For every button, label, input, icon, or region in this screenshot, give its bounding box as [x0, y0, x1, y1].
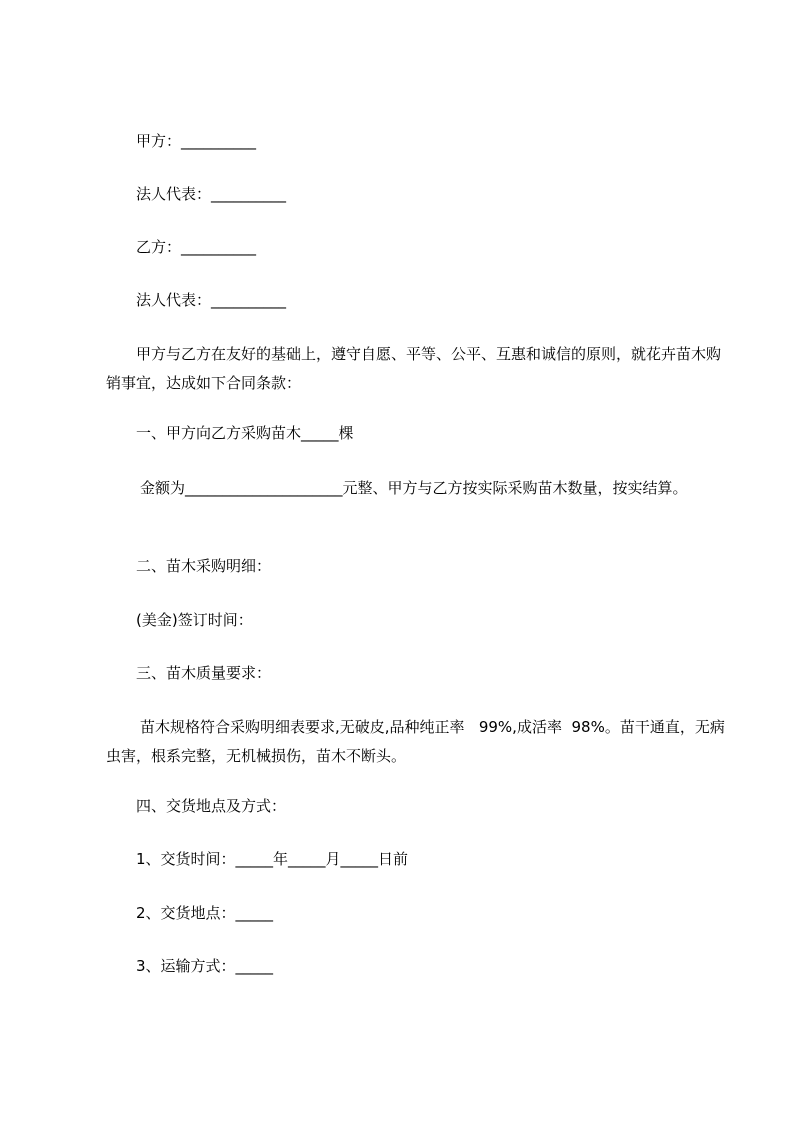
party-b-representative-line: 法人代表：__________ [136, 291, 287, 309]
clause-1-amount-paragraph: 金额为_____________________元整、甲方与乙方按实际采购苗木数量，按实结算。 [140, 479, 688, 497]
clause-2-heading: 二、苗木采购明细： [136, 557, 272, 575]
clause-2-signing-time: (美金)签订时间： [136, 611, 253, 629]
party-a-line: 甲方：__________ [136, 132, 257, 150]
clause-1-heading: 一、甲方向乙方采购苗木_____棵 [136, 424, 354, 442]
clause-3-quality-paragraph: 苗木规格符合采购明细表要求,无破皮,品种纯正率 99%,成活率 98%。苗干通直，无病虫害，根系完整，无机械损伤，苗木不断头。 [106, 718, 725, 765]
clause-4-delivery-place: 2、交货地点：_____ [136, 904, 274, 922]
party-a-representative-line: 法人代表：__________ [136, 185, 287, 203]
party-b-line: 乙方：__________ [136, 238, 257, 256]
clause-4-heading: 四、交货地点及方式： [136, 797, 287, 815]
intro-paragraph: 甲方与乙方在友好的基础上，遵守自愿、平等、公平、互惠和诚信的原则，就花卉苗木购销事宜，达成如下合同条款： [106, 345, 722, 392]
clause-4-transport-method: 3、运输方式：_____ [136, 957, 274, 975]
clause-3-heading: 三、苗木质量要求： [136, 664, 272, 682]
clause-4-delivery-time: 1、交货时间：_____年_____月_____日前 [136, 850, 409, 868]
